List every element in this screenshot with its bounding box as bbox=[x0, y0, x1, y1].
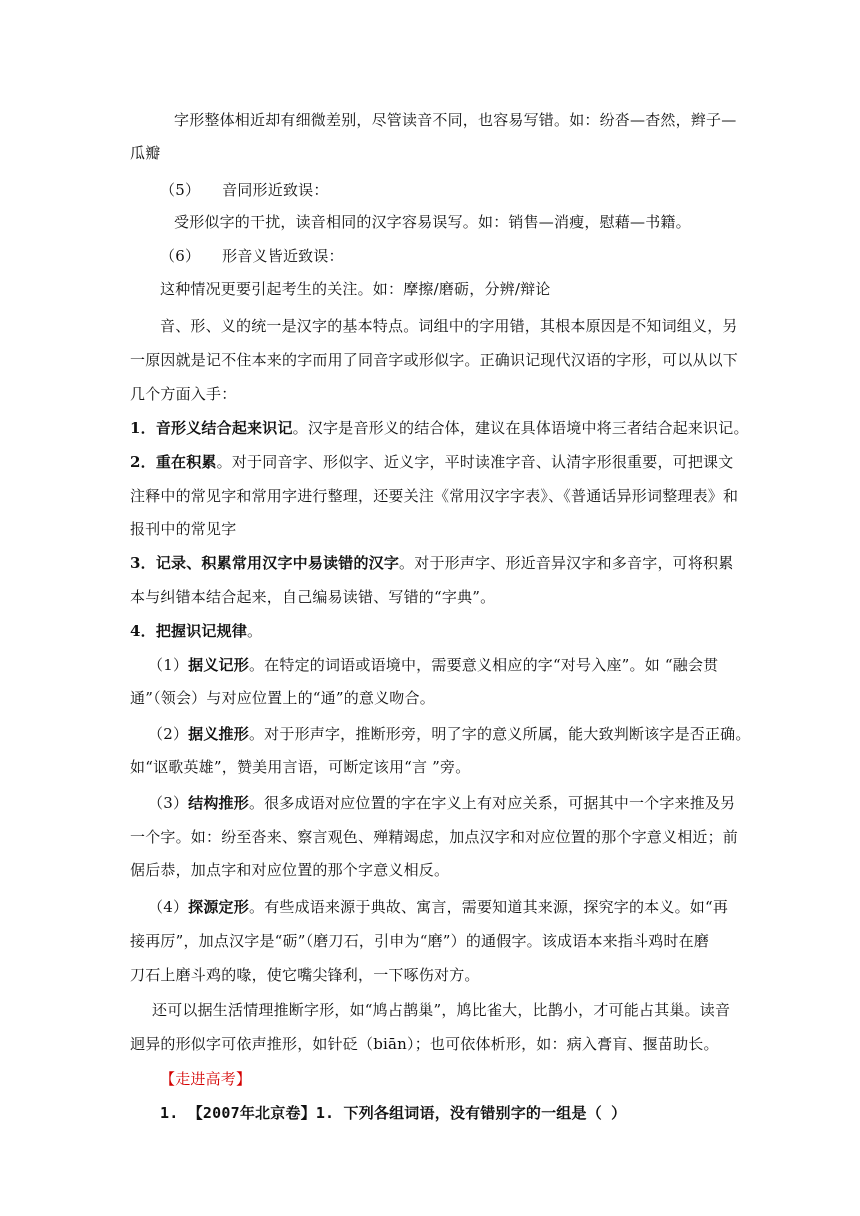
list-item-text: 。 bbox=[247, 622, 263, 640]
list-item-title: 1．音形义结合起来识记 bbox=[130, 419, 293, 437]
list-item-title: 3．记录、积累常用汉字中易读错的汉字 bbox=[130, 554, 400, 572]
sub-item-2 bbox=[148, 724, 751, 744]
paragraph-line: 接再厉”，加点汉字是“砺”（磨刀石，引申为“磨”）的通假字。该成语本来指斗鸡时在磨 bbox=[130, 932, 710, 950]
paragraph-line: 报刊中的常见字 bbox=[130, 520, 237, 538]
paragraph-line: 瓜瓣 bbox=[130, 144, 161, 162]
sub-item-title: 探源定形 bbox=[188, 898, 249, 916]
paragraph-line: 几个方面入手： bbox=[130, 385, 237, 403]
sub-item-number: （3） bbox=[148, 794, 189, 812]
paragraph-line: 本与纠错本结合起来，自己编易读错、写错的“字典”。 bbox=[130, 588, 496, 606]
paragraph-line: 迥异的形似字可依声推形，如针砭（biān）；也可依体析形，如：病入膏肓、揠苗助长。 bbox=[130, 1035, 719, 1053]
sub-item-text: 。对于形声字，推断形旁，明了字的意义所属，能大致判断该字是否正确。 bbox=[248, 725, 751, 743]
sub-item-text: 。在特定的词语或语境中，需要意义相应的字“对号入座”。如 “融会贯 bbox=[248, 656, 719, 674]
sub-item-1 bbox=[148, 655, 718, 675]
paragraph-line: 如“讴歌英雄”，赞美用言语，可断定该用“言 ”旁。 bbox=[130, 758, 471, 776]
sub-item-title: 据义推形 bbox=[188, 725, 249, 743]
paragraph-line: 一个字。如：纷至沓来、察言观色、殚精竭虑，加点汉字和对应位置的那个字意义相近；前 bbox=[130, 828, 739, 846]
list-item-title: 2．重在积累 bbox=[130, 453, 217, 471]
paragraph-line: 还可以据生活情理推断字形，如“鸠占鹊巢”，鸠比雀大，比鹊小，才可能占其巢。读音 bbox=[152, 1001, 731, 1019]
section-title: 【走进高考】 bbox=[160, 1070, 252, 1088]
paragraph-line: 通”（领会）与对应位置上的“通”的意义吻合。 bbox=[130, 689, 435, 707]
list-item-1 bbox=[130, 418, 749, 438]
heading-text: 音同形近致误： bbox=[222, 181, 329, 199]
question-1: 1. 【2007年北京卷】1. 下列各组词语，没有错别字的一组是（ ） bbox=[160, 1104, 627, 1122]
list-item-text: 。对于同音字、形似字、近义字，平时读准字音、认清字形很重要，可把课文 bbox=[216, 453, 734, 471]
paragraph-line: 字形整体相近却有细微差别，尽管读音不同，也容易写错。如：纷沓—杳然，辫子— bbox=[174, 111, 737, 129]
sub-item-number: （1） bbox=[148, 656, 189, 674]
sub-item-text: 。有些成语来源于典故、寓言，需要知道其来源，探究字的本义。如“再 bbox=[248, 898, 729, 916]
list-item-3 bbox=[130, 553, 733, 573]
sub-item-title: 结构推形 bbox=[188, 794, 249, 812]
list-item-text: 。对于形声字、形近音异汉字和多音字，可将积累 bbox=[399, 554, 734, 572]
paragraph-line: 这种情况更要引起考生的关注。如：摩擦/磨砺，分辨/辩论 bbox=[160, 280, 551, 298]
paragraph-line: 注释中的常见字和常用字进行整理，还要关注《常用汉字字表》、《普通话异形词整理表》和 bbox=[130, 487, 739, 505]
paragraph-line: 受形似字的干扰，读音相同的汉字容易误写。如：销售—消瘦，慰藉—书籍。 bbox=[174, 213, 691, 231]
heading-5 bbox=[160, 180, 329, 200]
paragraph-line: 一原因就是记不住本来的字而用了同音字或形似字。正确识记现代汉语的字形，可以从以下 bbox=[130, 351, 739, 369]
sub-item-4 bbox=[148, 897, 728, 917]
list-item-4 bbox=[130, 621, 262, 641]
list-item-title: 4．把握识记规律 bbox=[130, 622, 248, 640]
sub-item-text: 。很多成语对应位置的字在字义上有对应关系，可据其中一个字来推及另 bbox=[248, 794, 736, 812]
sub-item-number: （4） bbox=[148, 898, 189, 916]
heading-text: 形音义皆近致误： bbox=[222, 247, 344, 265]
paragraph-line: 倨后恭，加点字和对应位置的那个字意义相反。 bbox=[130, 861, 450, 879]
paragraph-line: 音、形、义的统一是汉字的基本特点。词组中的字用错，其根本原因是不知词组义，另 bbox=[160, 317, 738, 335]
sub-item-number: （2） bbox=[148, 725, 189, 743]
heading-number: （5） bbox=[160, 181, 201, 199]
heading-6 bbox=[160, 246, 344, 266]
paragraph-line: 刀石上磨斗鸡的喙，使它嘴尖锋利，一下啄伤对方。 bbox=[130, 966, 480, 984]
list-item-text: 。汉字是音形义的结合体，建议在具体语境中将三者结合起来识记。 bbox=[292, 419, 749, 437]
sub-item-3 bbox=[148, 793, 735, 813]
list-item-2 bbox=[130, 452, 733, 472]
heading-number: （6） bbox=[160, 247, 201, 265]
sub-item-title: 据义记形 bbox=[188, 656, 249, 674]
